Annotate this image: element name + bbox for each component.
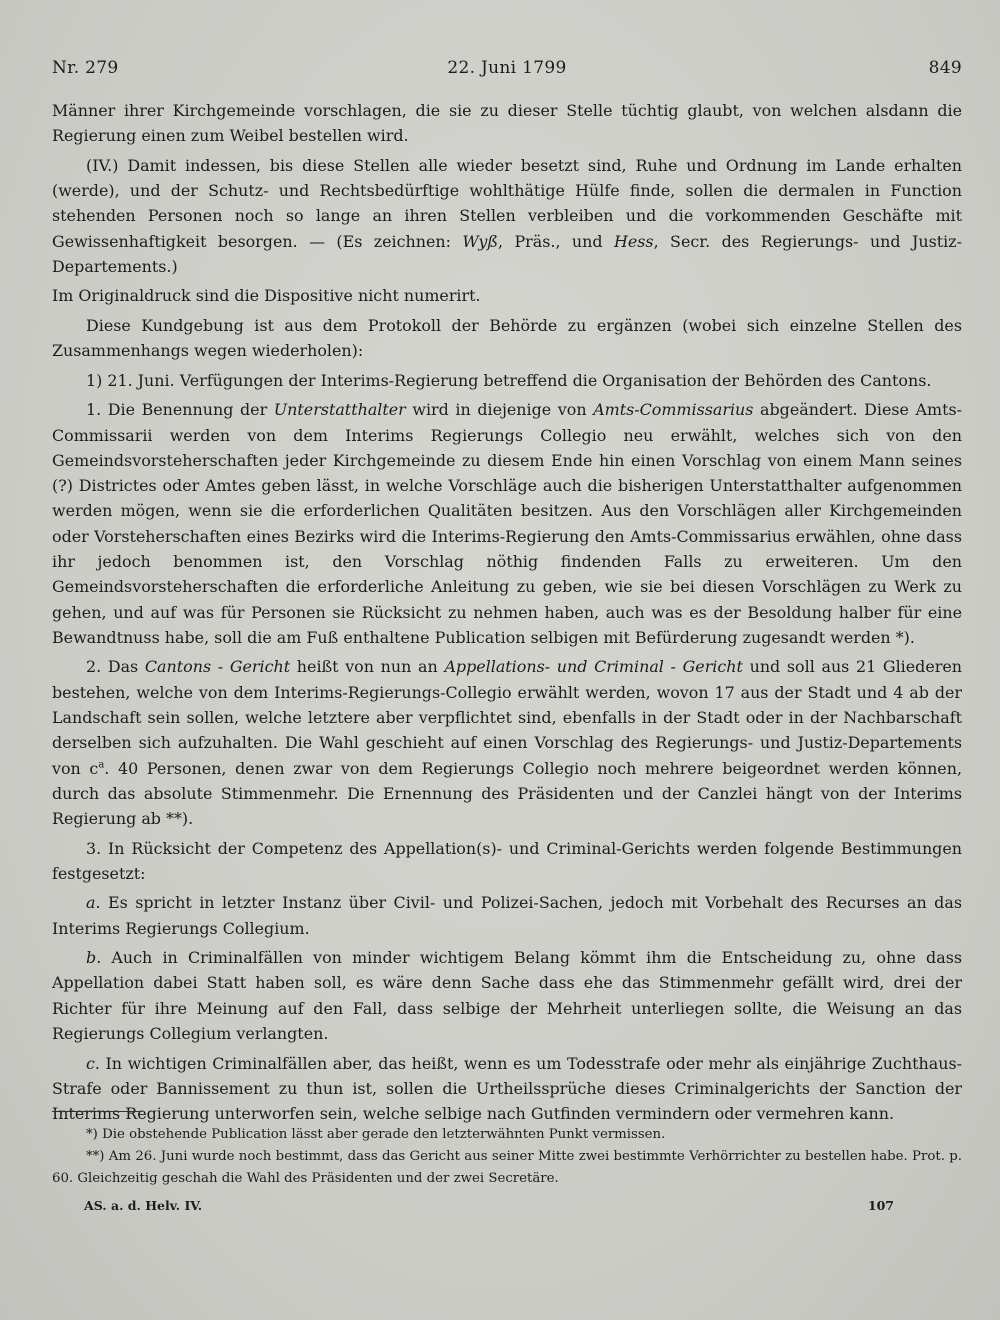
footnote: **) Am 26. Juni wurde noch bestimmt, dass das Gericht aus seiner Mitte zwei bestimmte Verhörrichter zu bestellen habe. Prot. p. 60. Gleichzeitig geschah die Wahl des Präsidenten und der zwei Secretäre.	[52, 1148, 962, 1186]
text-run: Diese Kundgebung ist aus dem Protokoll der Behörde zu ergänzen (wobei sich einzelne Stellen des Zusammenhangs wegen wiederholen):	[52, 315, 962, 361]
italic-term: Cantons - Gericht	[144, 657, 291, 677]
text-run: 1) 21. Juni. Verfügungen der Interims-Regierung betreffend die Organisation der Behörden des Cantons.	[86, 370, 932, 390]
paragraph	[52, 313, 962, 364]
text-run: . In wichtigen Criminalfällen aber, das heißt, wenn es um Todesstrafe oder mehr als einjährige Zuchthaus-Strafe oder Bannissement zu thun ist, sollen die Urtheilssprüche dieses Criminalgerichts der Sanction der Interims Regierung unterworfen sein, welche selbige nach Gutfinden vermindern oder vermehren kann.	[52, 1053, 962, 1124]
body-text	[52, 98, 962, 1131]
paragraph	[52, 153, 962, 279]
sheet-number: 107	[867, 1198, 894, 1213]
text-run: 2. Das	[86, 657, 145, 677]
italic-term: a	[86, 893, 96, 913]
paragraph	[52, 397, 962, 650]
paragraph	[52, 654, 962, 831]
text-run: . Auch in Criminalfällen von minder wichtigem Belang kömmt ihm die Entscheidung zu, ohne dass Appellation dabei Statt haben soll, es wäre denn Sache dass ehe das Stimmenmehr gefällt wird, drei der Richter für ihre Meinung auf den Fall, dass selbige der Mehrheit unterliegen sollte, die Weisung an das Regierungs Collegium verlangten.	[52, 948, 962, 1044]
text-run: . Es spricht in letzter Instanz über Civil- und Polizei-Sachen, jedoch mit Vorbehalt des Recurses an das Interims Regierungs Collegium.	[52, 893, 962, 938]
footnotes	[52, 1124, 962, 1189]
paragraph	[52, 890, 962, 941]
footnote-divider	[52, 1111, 142, 1112]
paragraph	[52, 283, 962, 308]
text-run: abgeändert. Diese Amts-Commissarii werden von dem Interims Regierungs Collegio neu erwählt, welches sich von den Gemeindsvorsteherschaften jeder Kirchgemeinde zu diesem Ende hin einen Vorschlag von einem Mann seines (?) Districtes oder Amtes geben lässt, in welche Vorschläge auch die bisherigen Unterstatthalter aufgenommen werden mögen, wenn sie die erforderlichen Qualitäten besitzen. Aus den Vorschlägen aller Kirchgemeinden oder Vorsteherschaften eines Bezirks wird die Interims-Regierung den Amts-Commissarius erwählen, ohne dass ihr jedoch benommen ist, den Vorschlag nöthig findenden Falls zu erweiteren. Um den Gemeindsvorsteherschaften die erforderliche Anleitung zu geben, wie sie bei diesen Vorschlägen zu Werk zu gehen, und auf was für Personen sie Rücksicht zu nehmen haben, auch was es der Besoldung halber für eine Bewandtnuss habe, soll die am Fuß enthaltene Publication selbigen mit Befürderung zugesandt werden *).	[52, 400, 963, 647]
footnote: *) Die obstehende Publication lässt aber gerade den letzterwähnten Punkt vermissen.	[86, 1127, 666, 1142]
text-run: Im Originaldruck sind die Dispositive nicht numerirt.	[52, 286, 481, 306]
italic-term: Hess	[614, 231, 654, 251]
paragraph	[52, 1051, 962, 1127]
italic-term: Amts-Commissarius	[593, 400, 754, 420]
paragraph	[52, 368, 962, 393]
superscript: a	[98, 759, 105, 771]
italic-term: Wyß	[462, 231, 498, 251]
text-run: , Secr. des Regierungs- und Justiz-Departements.)	[52, 231, 962, 276]
italic-term: Appellations- und Criminal - Gericht	[444, 657, 743, 677]
text-run: Männer ihrer Kirchgemeinde vorschlagen, die sie zu dieser Stelle tüchtig glaubt, von welchen alsdann die Regierung einen zum Weibel bestellen wird.	[52, 101, 962, 146]
text-run: 3. In Rücksicht der Competenz des Appellation(s)- und Criminal-Gerichts werden folgende Bestimmungen festgesetzt:	[52, 838, 962, 883]
text-run: 1. Die Benennung der	[86, 400, 274, 420]
text-run: wird in diejenige von	[405, 400, 594, 420]
paragraph	[52, 836, 962, 887]
paragraph	[52, 945, 962, 1046]
text-run: (IV.) Damit indessen, bis diese Stellen alle wieder besetzt sind, Ruhe und Ordnung im Lande erhalten (werde), und der Schutz- und Rechtsbedürftige wohlthätige Hülfe finde, sollen die dermalen in Function stehenden Personen noch so lange an ihren Stellen verbleiben und die vorkommenden Geschäfte mit Gewissenhaftigkeit besorgen. — (Es zeichnen:	[52, 155, 962, 251]
document-number: Nr. 279	[52, 58, 119, 78]
paragraph	[52, 98, 962, 149]
page-header	[52, 58, 962, 88]
page-number: 849	[928, 58, 962, 78]
text-run: , Präs., und	[498, 231, 614, 251]
document-date: 22. Juni 1799	[447, 58, 567, 78]
text-run: . 40 Personen, denen zwar von dem Regierungs Collegio noch mehrere beigeordnet werden können, durch das absolute Stimmenmehr. Die Ernennung des Präsidenten und der Canzlei hängt von der Interims Regierung ab **).	[52, 758, 962, 829]
italic-term: b	[86, 948, 97, 968]
text-run: heißt von nun an	[290, 657, 445, 677]
italic-term: Unterstatthalter	[273, 400, 406, 420]
text-run: und soll aus 21 Gliederen bestehen, welche von dem Interims-Regierungs-Collegio erwählt werden, wovon 17 aus der Stadt und 4 ab der Landschaft sein sollen, welche letztere aber verpflichtet sind, ebenfalls in der Stadt oder in der Nachbarschaft derselben sich aufzuhalten. Die Wahl geschieht auf einen Vorschlag des Regierungs- und Justiz-Departements von c	[52, 657, 962, 778]
signature-mark: AS. a. d. Helv. IV.	[84, 1198, 203, 1213]
italic-term: c	[86, 1053, 95, 1073]
